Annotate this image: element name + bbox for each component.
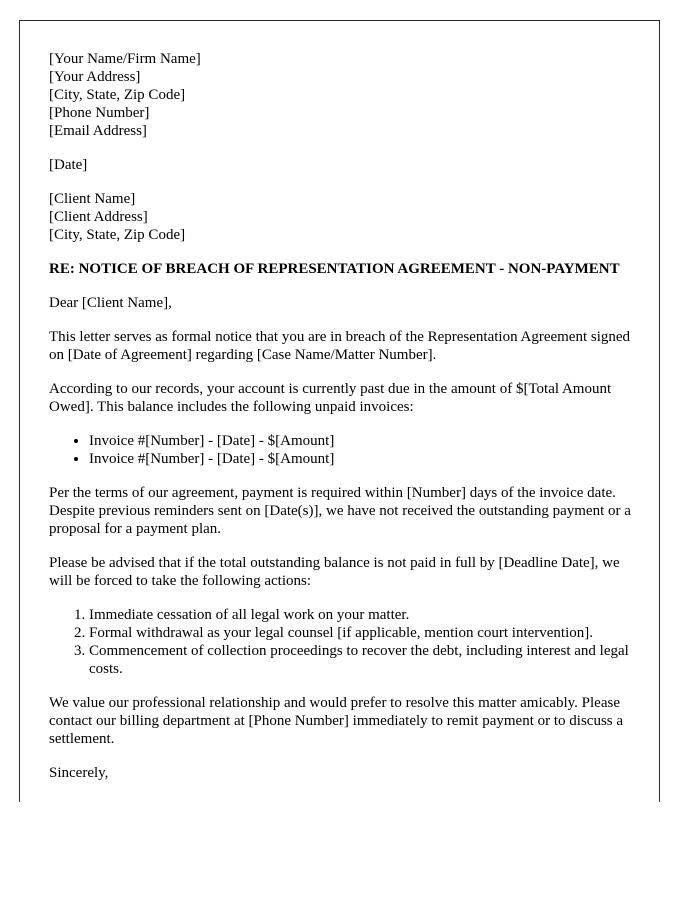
- letter-page: [19, 20, 660, 802]
- sender-name: [Your Name/Firm Name]: [49, 51, 201, 67]
- sender-email: [Email Address]: [49, 123, 147, 139]
- recipient-name: [Client Name]: [49, 191, 136, 207]
- recipient-block: [49, 190, 639, 244]
- recipient-city-state-zip: [City, State, Zip Code]: [49, 227, 186, 243]
- closing: Sincerely,: [49, 765, 109, 781]
- invoice-item: • Invoice #[Number] - [Date] - $[Amount]: [89, 450, 639, 468]
- paragraph-advisement: Please be advised that if the total outstanding balance is not paid in full by [Deadline Date], we will be forced to take the following actions:: [49, 555, 620, 589]
- invoice-list: [49, 432, 639, 468]
- sender-address: [Your Address]: [49, 69, 141, 85]
- paragraph-past-due: According to our records, your account is currently past due in the amount of $[Total Amount Owed]. This balance includes the following unpaid invoices:: [49, 381, 612, 415]
- letter-date: [Date]: [49, 157, 88, 173]
- paragraph-breach-notice: This letter serves as formal notice that you are in breach of the Representation Agreement signed on [Date of Agreement] regarding [Case Name/Matter Number].: [49, 329, 631, 363]
- action-item: 2. Formal withdrawal as your legal counsel [if applicable, mention court intervention].: [89, 624, 639, 642]
- subject-line: RE: NOTICE OF BREACH OF REPRESENTATION AGREEMENT - NON-PAYMENT: [49, 261, 620, 277]
- recipient-address: [Client Address]: [49, 209, 148, 225]
- paragraph-resolution: We value our professional relationship and would prefer to resolve this matter amicably. Please contact our billing department at [Phone Number] immediately to remit payment or to discuss a settlement.: [49, 695, 624, 747]
- invoice-item: • Invoice #[Number] - [Date] - $[Amount]: [89, 432, 639, 450]
- paragraph-payment-terms: Per the terms of our agreement, payment is required within [Number] days of the invoice date. Despite previous reminders sent on [Date(s)], we have not received the outstanding payment or a proposal for a payment plan.: [49, 485, 631, 537]
- salutation: Dear [Client Name],: [49, 295, 172, 311]
- sender-block: [49, 50, 639, 140]
- letter-body: [49, 50, 639, 798]
- sender-phone: [Phone Number]: [49, 105, 150, 121]
- action-item: 1. Immediate cessation of all legal work on your matter.: [89, 606, 639, 624]
- action-list: [49, 606, 639, 678]
- action-item: 3. Commencement of collection proceedings to recover the debt, including interest and legal costs.: [89, 642, 639, 678]
- sender-city-state-zip: [City, State, Zip Code]: [49, 87, 186, 103]
